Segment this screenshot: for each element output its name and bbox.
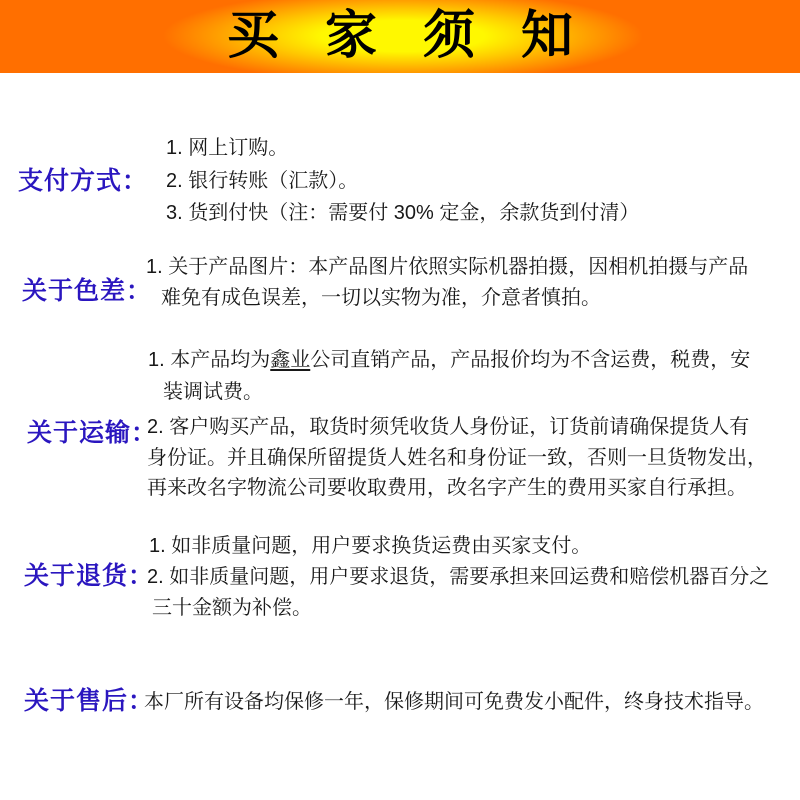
payment-line-1: 1. 网上订购。 [166,137,289,159]
shipping-line-5: 再来改名字物流公司要收取费用，改名字产生的费用买家自行承担。 [147,477,747,499]
section-label-returns: 关于退货： [24,562,155,590]
shipping-line-1-post: 公司直销产品，产品报价均为不含运费，税费，安 [310,349,751,371]
returns-line-2: 2. 如非质量问题，用户要求退货，需要承担来回运费和赔偿机器百分之 [147,566,770,588]
section-label-after-sales: 关于售后： [24,687,155,715]
shipping-line-1 [148,347,750,373]
shipping-line-1-pre: 1. 本产品均为 [148,349,271,371]
section-label-payment: 支付方式： [18,167,149,195]
payment-line-3: 3. 货到付快（注：需要付 30% 定金，余款货到付清） [166,202,640,224]
color-line-2: 难免有成色误差，一切以实物为准，介意者慎拍。 [161,287,601,309]
color-line-1: 1. 关于产品图片：本产品图片依照实际机器拍摄，因相机拍摄与产品 [146,256,749,278]
after-sales-line-1: 本厂所有设备均保修一年，保修期间可免费发小配件，终身技术指导。 [144,691,764,713]
header-banner [0,0,800,73]
shipping-line-2: 装调试费。 [163,381,263,403]
page-title: 买家须知 [226,7,619,65]
returns-line-1: 1. 如非质量问题，用户要求换货运费由买家支付。 [149,535,592,557]
shipping-line-3: 2. 客户购买产品，取货时须凭收货人身份证，订货前请确保提货人有 [147,416,750,438]
section-label-color-difference: 关于色差： [22,277,153,305]
section-label-shipping: 关于运输： [27,419,158,447]
brand-name-underlined: 鑫业 [270,349,311,371]
payment-line-2: 2. 银行转账（汇款）。 [166,170,359,192]
returns-line-3: 三十金额为补偿。 [152,597,312,619]
shipping-line-4: 身份证。并且确保所留提货人姓名和身份证一致，否则一旦货物发出， [147,447,767,469]
